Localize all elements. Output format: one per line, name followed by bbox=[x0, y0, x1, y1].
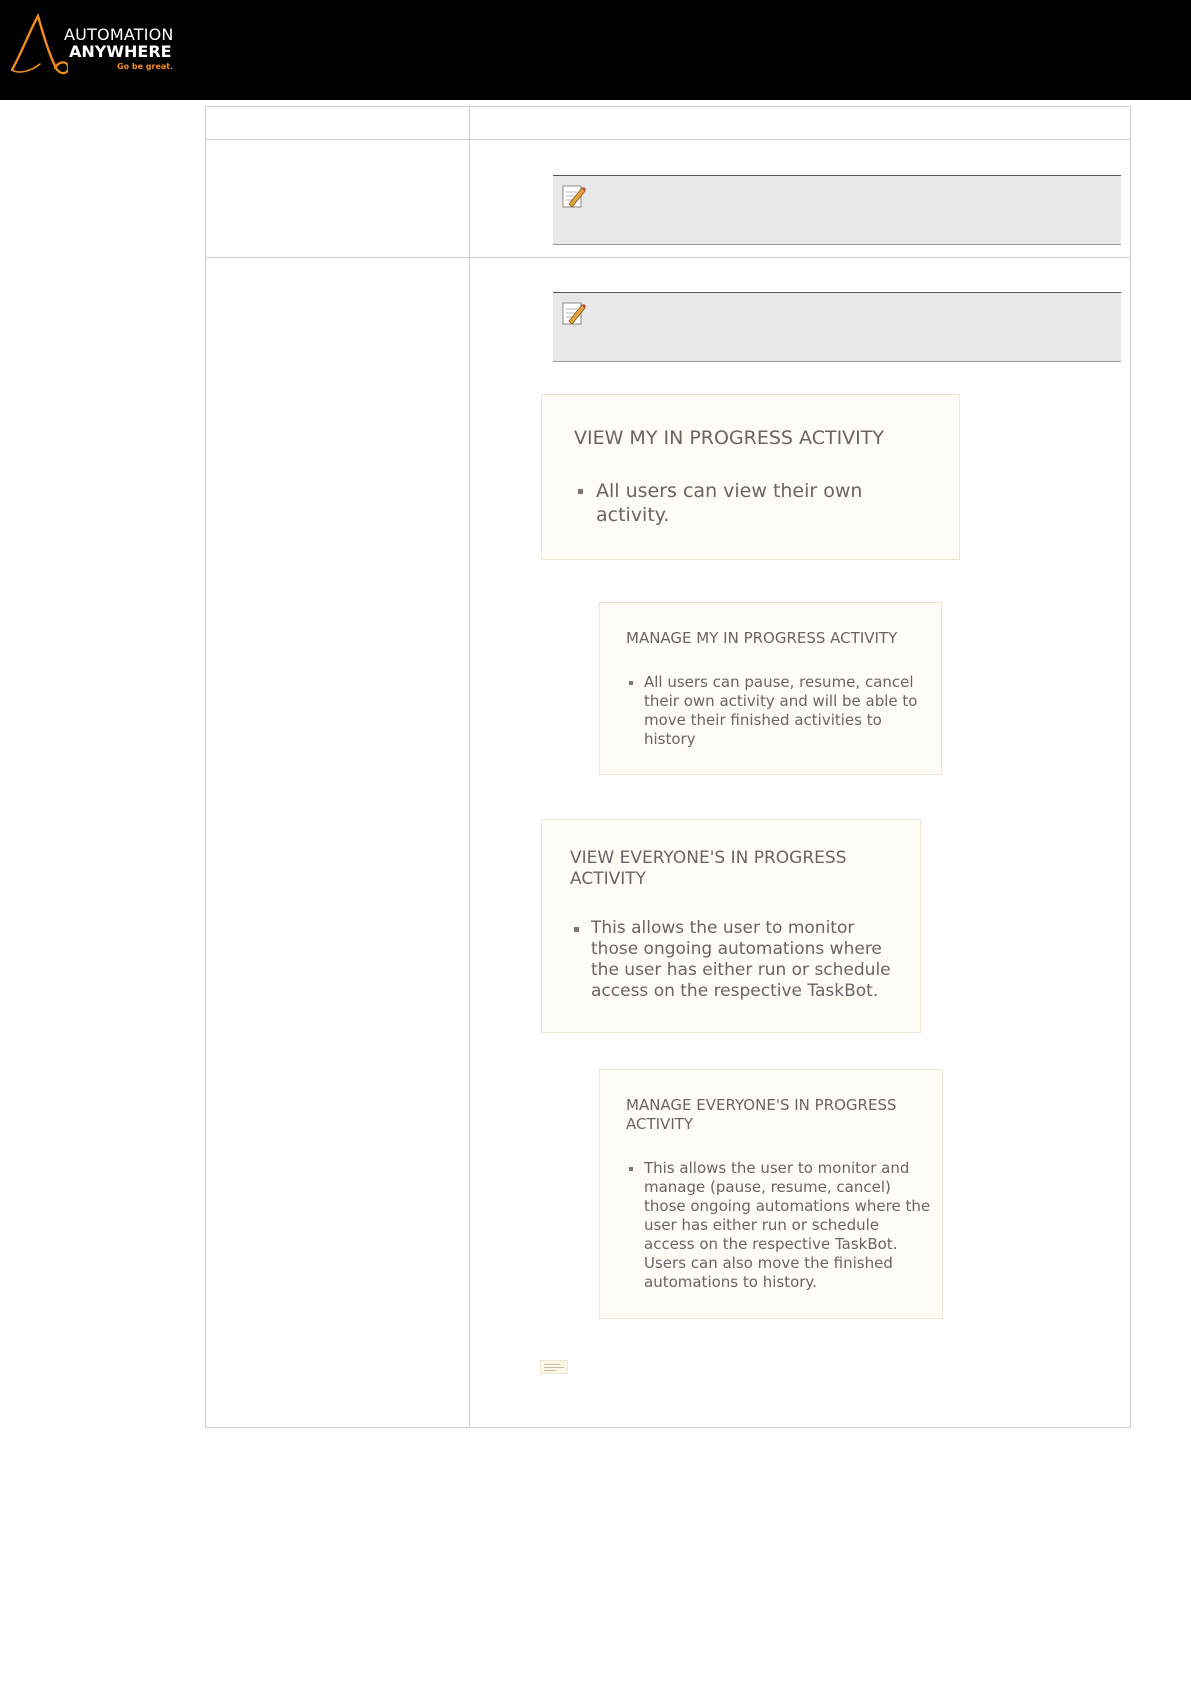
logo-tagline: Go be great. bbox=[117, 62, 174, 71]
permission-card-view-my-activity bbox=[541, 394, 960, 560]
card-bullet-item: This allows the user to monitor those ongoing automations where the user has either run or schedule access on the respective TaskBot. bbox=[591, 918, 901, 1002]
card-bullet-list bbox=[644, 1159, 934, 1292]
note-pencil-icon bbox=[561, 183, 587, 209]
page-header bbox=[0, 0, 1191, 100]
note-pencil-icon bbox=[561, 300, 587, 326]
card-bullet-item: All users can pause, resume, cancel their own activity and will be able to move their finished activities to history bbox=[644, 673, 924, 749]
card-bullet-list bbox=[591, 918, 901, 1002]
note-box bbox=[553, 175, 1121, 245]
thumbnail-line bbox=[544, 1370, 556, 1371]
automation-anywhere-logo[interactable] bbox=[8, 12, 208, 82]
card-title: VIEW MY IN PROGRESS ACTIVITY bbox=[574, 427, 884, 449]
card-title: VIEW EVERYONE'S IN PROGRESS ACTIVITY bbox=[570, 848, 847, 889]
card-title: MANAGE MY IN PROGRESS ACTIVITY bbox=[626, 629, 898, 647]
card-bullet-item: This allows the user to monitor and manage (pause, resume, cancel) those ongoing automations where the user has either run or schedule access on the respective TaskBot. Users can also move the finished automations to history. bbox=[644, 1159, 934, 1292]
card-bullet-item: All users can view their own activity. bbox=[596, 479, 926, 527]
logo-a-mark-icon bbox=[8, 12, 68, 78]
logo-wordmark-line1: AUTOMATION bbox=[64, 25, 174, 44]
table-row-divider bbox=[206, 257, 1130, 258]
card-bullet-list bbox=[644, 673, 924, 749]
permission-card-view-everyones-activity bbox=[541, 819, 921, 1033]
thumbnail-line bbox=[544, 1367, 564, 1368]
permission-card-manage-everyones-activity bbox=[599, 1069, 943, 1319]
permission-card-manage-my-activity bbox=[599, 602, 942, 775]
logo-wordmark-line2: ANYWHERE bbox=[69, 42, 172, 61]
thumbnail-line bbox=[544, 1364, 560, 1365]
table-column-divider bbox=[469, 107, 470, 1427]
card-bullet-list bbox=[596, 479, 926, 527]
note-box bbox=[553, 292, 1121, 362]
thumbnail-image bbox=[540, 1360, 568, 1374]
card-title: MANAGE EVERYONE'S IN PROGRESS ACTIVITY bbox=[626, 1096, 897, 1133]
table-header-row-divider bbox=[206, 139, 1130, 140]
